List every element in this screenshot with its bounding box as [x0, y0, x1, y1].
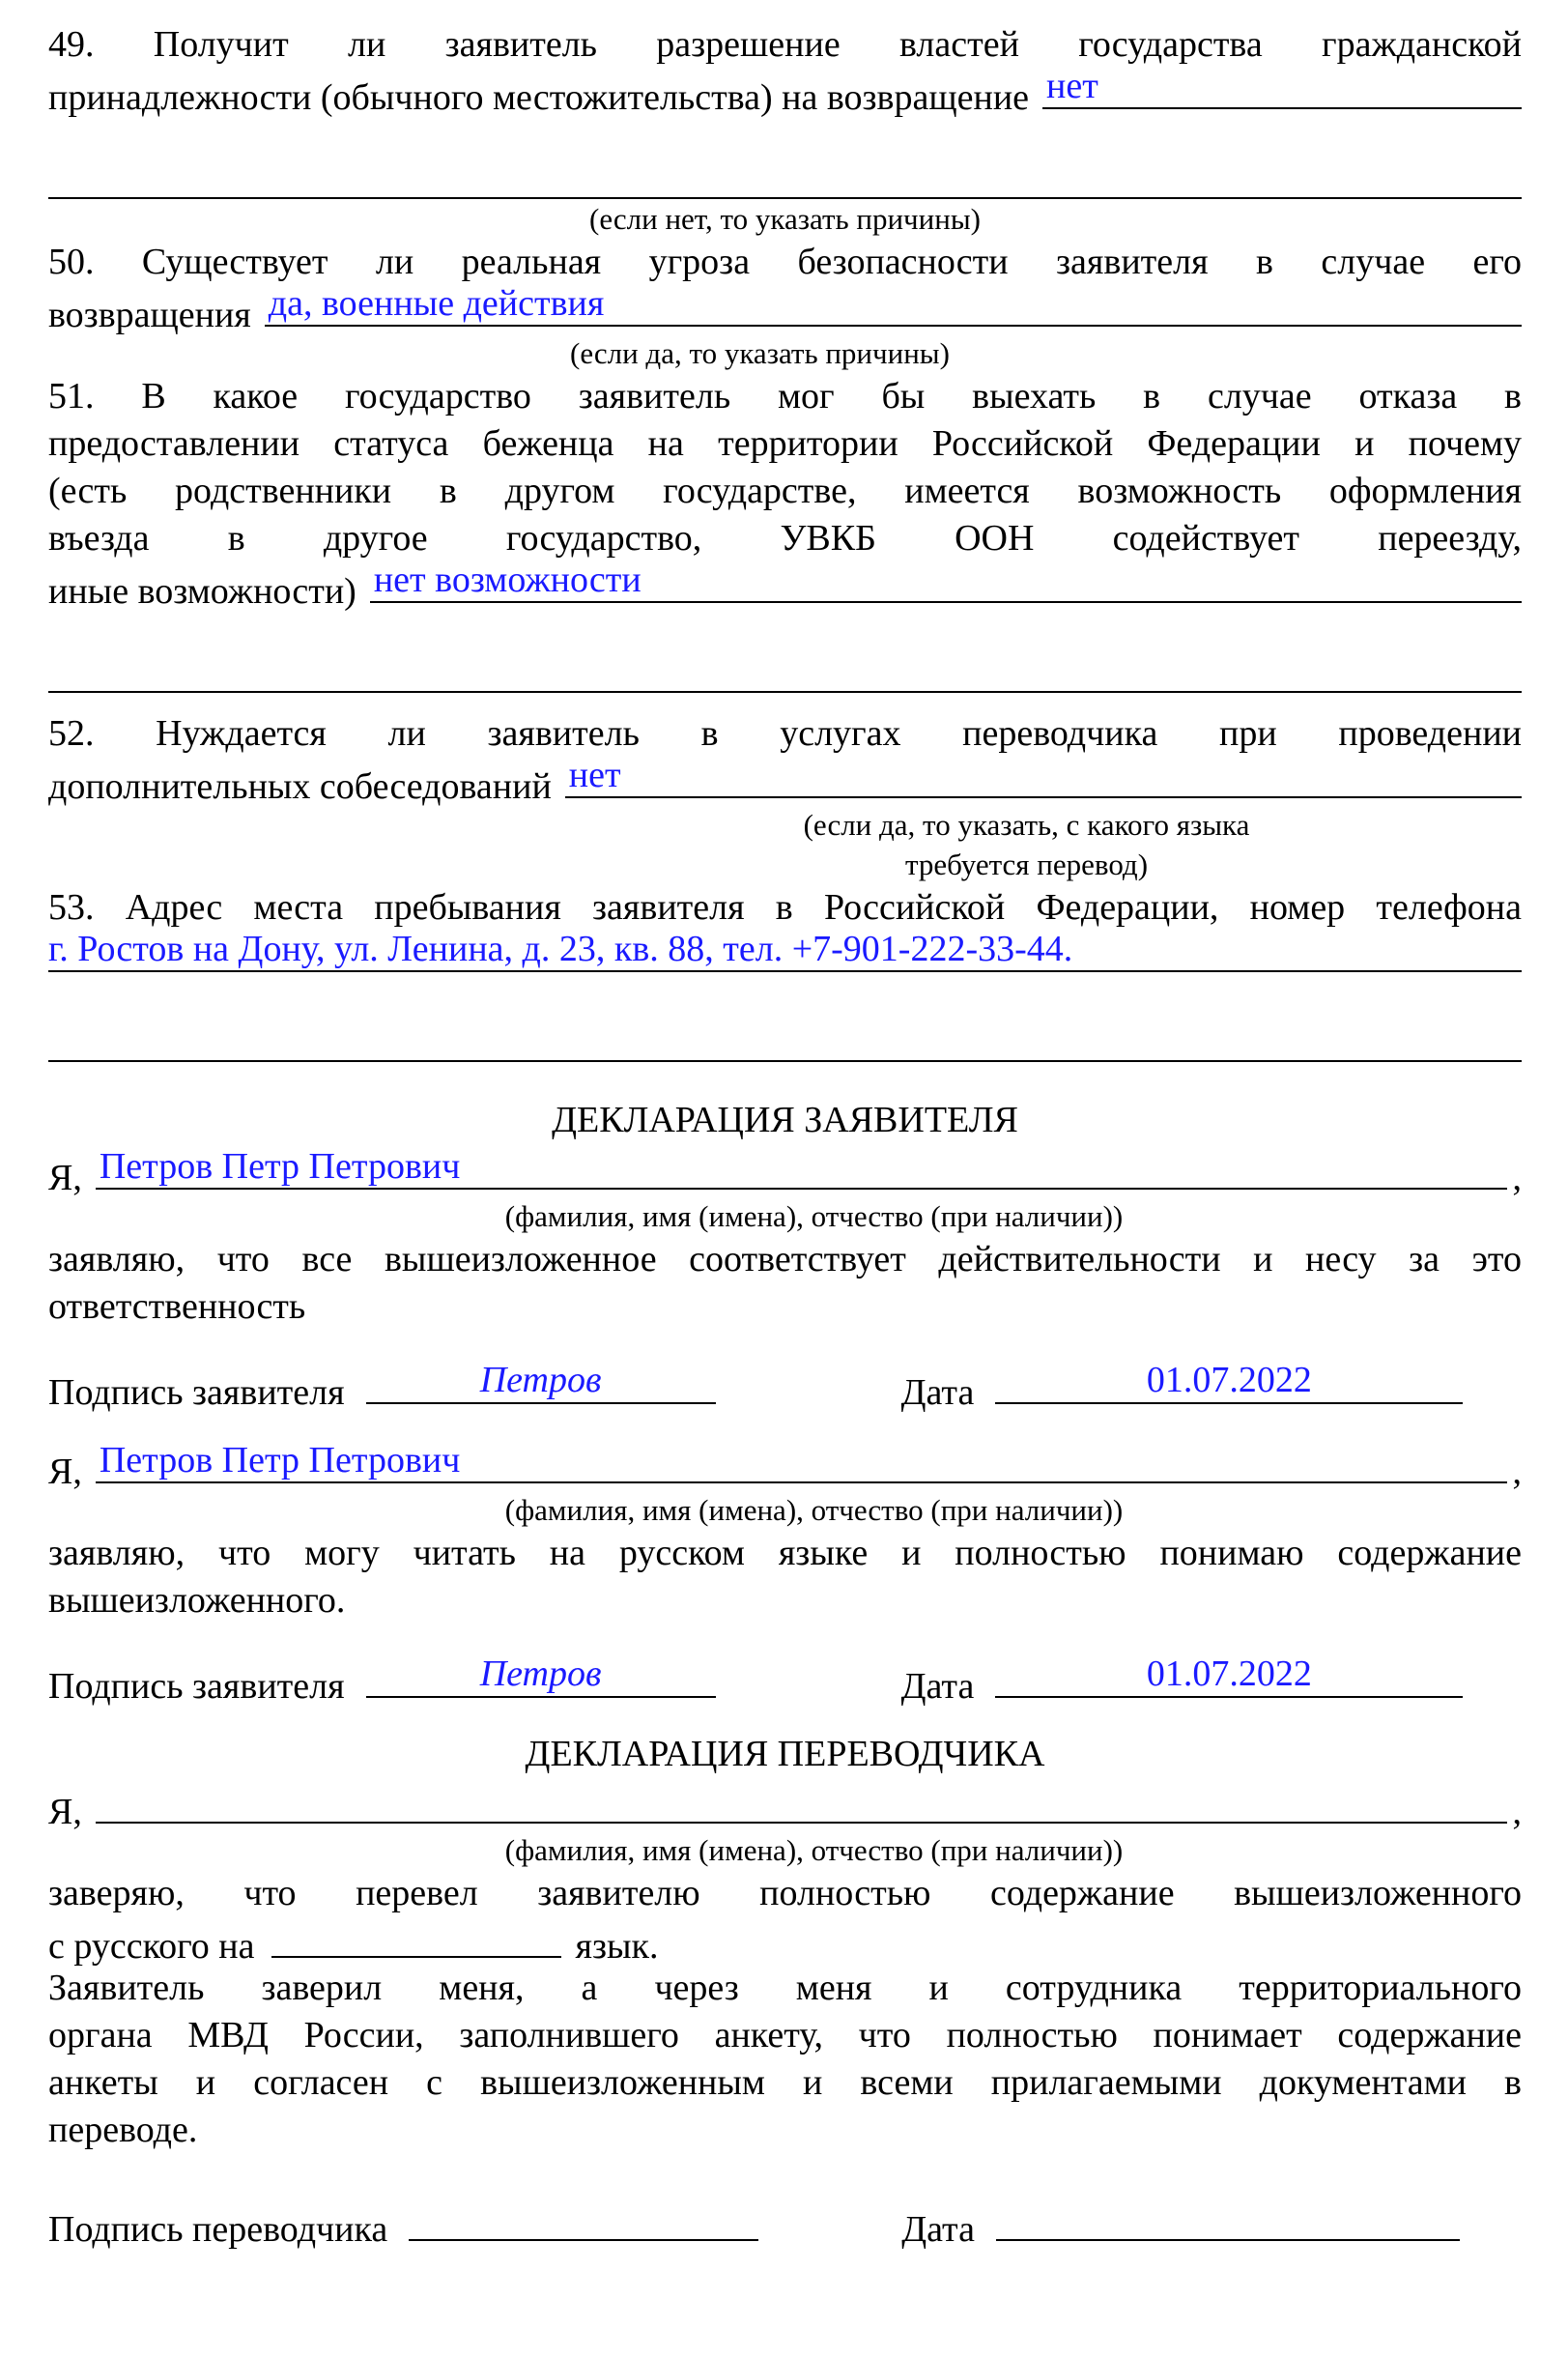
translator-para-line2: органа МВД России, заполнившего анкету, что полностью понимает содержание [48, 2015, 1522, 2055]
signature-field[interactable] [366, 1653, 716, 1698]
q52-label: дополнительных собеседований [48, 766, 552, 807]
q50-label: возвращения [48, 295, 251, 335]
date-value: 01.07.2022 [1146, 1360, 1312, 1400]
q52-line1: 52. Нуждается ли заявитель в услугах переводчика при проведении [48, 713, 1522, 754]
q49-line2 [48, 66, 1522, 118]
q53-answer: г. Ростов на Дону, ул. Ленина, д. 23, кв. 88, тел. +7-901-222-33-44. [48, 929, 1073, 969]
ya-label: Я, [48, 1158, 82, 1198]
language-statement-line2: вышеизложенного. [48, 1580, 346, 1621]
q51-answer: нет возможности [373, 560, 641, 600]
date-label: Дата [900, 1666, 975, 1707]
translator-signature-row [48, 2197, 1522, 2251]
q52-answer: нет [568, 755, 621, 795]
q49-answer-field[interactable] [1042, 66, 1522, 109]
q51-line2: предоставлении статуса беженца на территории Российской Федерации и почему [48, 423, 1522, 464]
q53-extra-line[interactable] [48, 1021, 1522, 1062]
language-field[interactable] [271, 1917, 561, 1958]
q52-hint-2: требуется перевод) [904, 848, 1149, 881]
translator-declaration-title: ДЕКЛАРАЦИЯ ПЕРЕВОДЧИКА [525, 1734, 1045, 1774]
q51-line3: (есть родственники в другом государстве, имеется возможность оформления [48, 471, 1522, 511]
q49-hint: (если нет, то указать причины) [589, 202, 981, 236]
language-statement-line1: заявляю, что могу читать на русском языке и полностью понимаю содержание [48, 1533, 1522, 1573]
q49-extra-line[interactable] [48, 158, 1522, 199]
language-name-row [48, 1440, 1522, 1492]
date-label: Дата [901, 2209, 975, 2250]
signature-field[interactable] [366, 1360, 716, 1404]
translator-para-line4: переводе. [48, 2110, 198, 2150]
from-prefix: с русского на [48, 1926, 255, 1967]
translator-para-line1: Заявитель заверил меня, а через меня и сотрудника территориального [48, 1968, 1522, 2008]
translator-para-line3: анкеты и согласен с вышеизложенным и всеми прилагаемыми документами в [48, 2062, 1522, 2103]
translator-signature-field[interactable] [409, 2197, 758, 2241]
q51-line5 [48, 562, 1522, 610]
date-label: Дата [900, 1372, 975, 1413]
signature-value: Петров [479, 1360, 602, 1400]
q50-line2 [48, 283, 1522, 335]
translator-statement-line1: заверяю, что перевел заявителю полностью содержание вышеизложенного [48, 1873, 1522, 1913]
applicant-name-field[interactable] [96, 1146, 1507, 1190]
language-signature-row [48, 1653, 1522, 1708]
date-field[interactable] [995, 1360, 1463, 1404]
translator-name-field[interactable] [96, 1783, 1507, 1824]
language-name: Петров Петр Петрович [99, 1440, 461, 1480]
applicant-signature-row [48, 1360, 1522, 1414]
signature-label: Подпись заявителя [48, 1666, 345, 1707]
q50-answer: да, военные действия [268, 283, 605, 324]
comma: , [1512, 1452, 1522, 1492]
q50-hint: (если да, то указать причины) [570, 336, 950, 370]
signature-value: Петров [479, 1653, 602, 1694]
q50-answer-field[interactable] [265, 283, 1522, 327]
q51-label: иные возможности) [48, 571, 356, 612]
applicant-name: Петров Петр Петрович [99, 1146, 461, 1187]
applicant-declaration-title: ДЕКЛАРАЦИЯ ЗАЯВИТЕЛЯ [552, 1100, 1018, 1140]
q52-answer-field[interactable] [565, 755, 1522, 798]
translator-language-row [48, 1917, 1522, 1965]
q51-answer-field[interactable] [370, 562, 1522, 603]
q52-line2 [48, 755, 1522, 807]
language-name-field[interactable] [96, 1440, 1507, 1483]
translator-date-field[interactable] [996, 2197, 1460, 2241]
q49-answer: нет [1046, 66, 1098, 106]
q51-line4: въезда в другое государство, УВКБ ООН содействует переезду, [48, 518, 1522, 559]
signature-label: Подпись заявителя [48, 1372, 345, 1413]
applicant-statement-line2: ответственность [48, 1286, 306, 1327]
q50-line1: 50. Существует ли реальная угроза безопасности заявителя в случае его [48, 242, 1522, 282]
from-suffix: язык. [575, 1926, 659, 1967]
applicant-statement-line1: заявляю, что все вышеизложенное соответствует действительности и несу за это [48, 1239, 1522, 1279]
q53-answer-field[interactable] [48, 929, 1522, 972]
date-field[interactable] [995, 1653, 1463, 1698]
date-value: 01.07.2022 [1146, 1653, 1312, 1694]
applicant-name-row [48, 1146, 1522, 1198]
ya-label: Я, [48, 1452, 82, 1492]
ya-label: Я, [48, 1792, 82, 1832]
comma: , [1512, 1792, 1522, 1832]
q53-line1: 53. Адрес места пребывания заявителя в Российской Федерации, номер телефона [48, 887, 1522, 928]
q51-line1: 51. В какое государство заявитель мог бы выехать в случае отказа в [48, 376, 1522, 417]
language-name-hint: (фамилия, имя (имена), отчество (при наличии)) [504, 1493, 1124, 1527]
q49-label: принадлежности (обычного местожительства) на возвращение [48, 77, 1030, 118]
form-page [48, 21, 1522, 2251]
signature-label: Подпись переводчика [48, 2209, 388, 2250]
applicant-name-hint: (фамилия, имя (имена), отчество (при наличии)) [504, 1199, 1124, 1233]
q49-line1: 49. Получит ли заявитель разрешение властей государства гражданской [48, 24, 1522, 65]
q51-extra-line[interactable] [48, 652, 1522, 693]
q53-answer-row [48, 929, 1522, 979]
translator-name-hint: (фамилия, имя (имена), отчество (при наличии)) [504, 1833, 1124, 1867]
translator-name-row [48, 1783, 1522, 1830]
comma: , [1512, 1158, 1522, 1198]
q52-hint-1: (если да, то указать, с какого языка [803, 808, 1250, 842]
